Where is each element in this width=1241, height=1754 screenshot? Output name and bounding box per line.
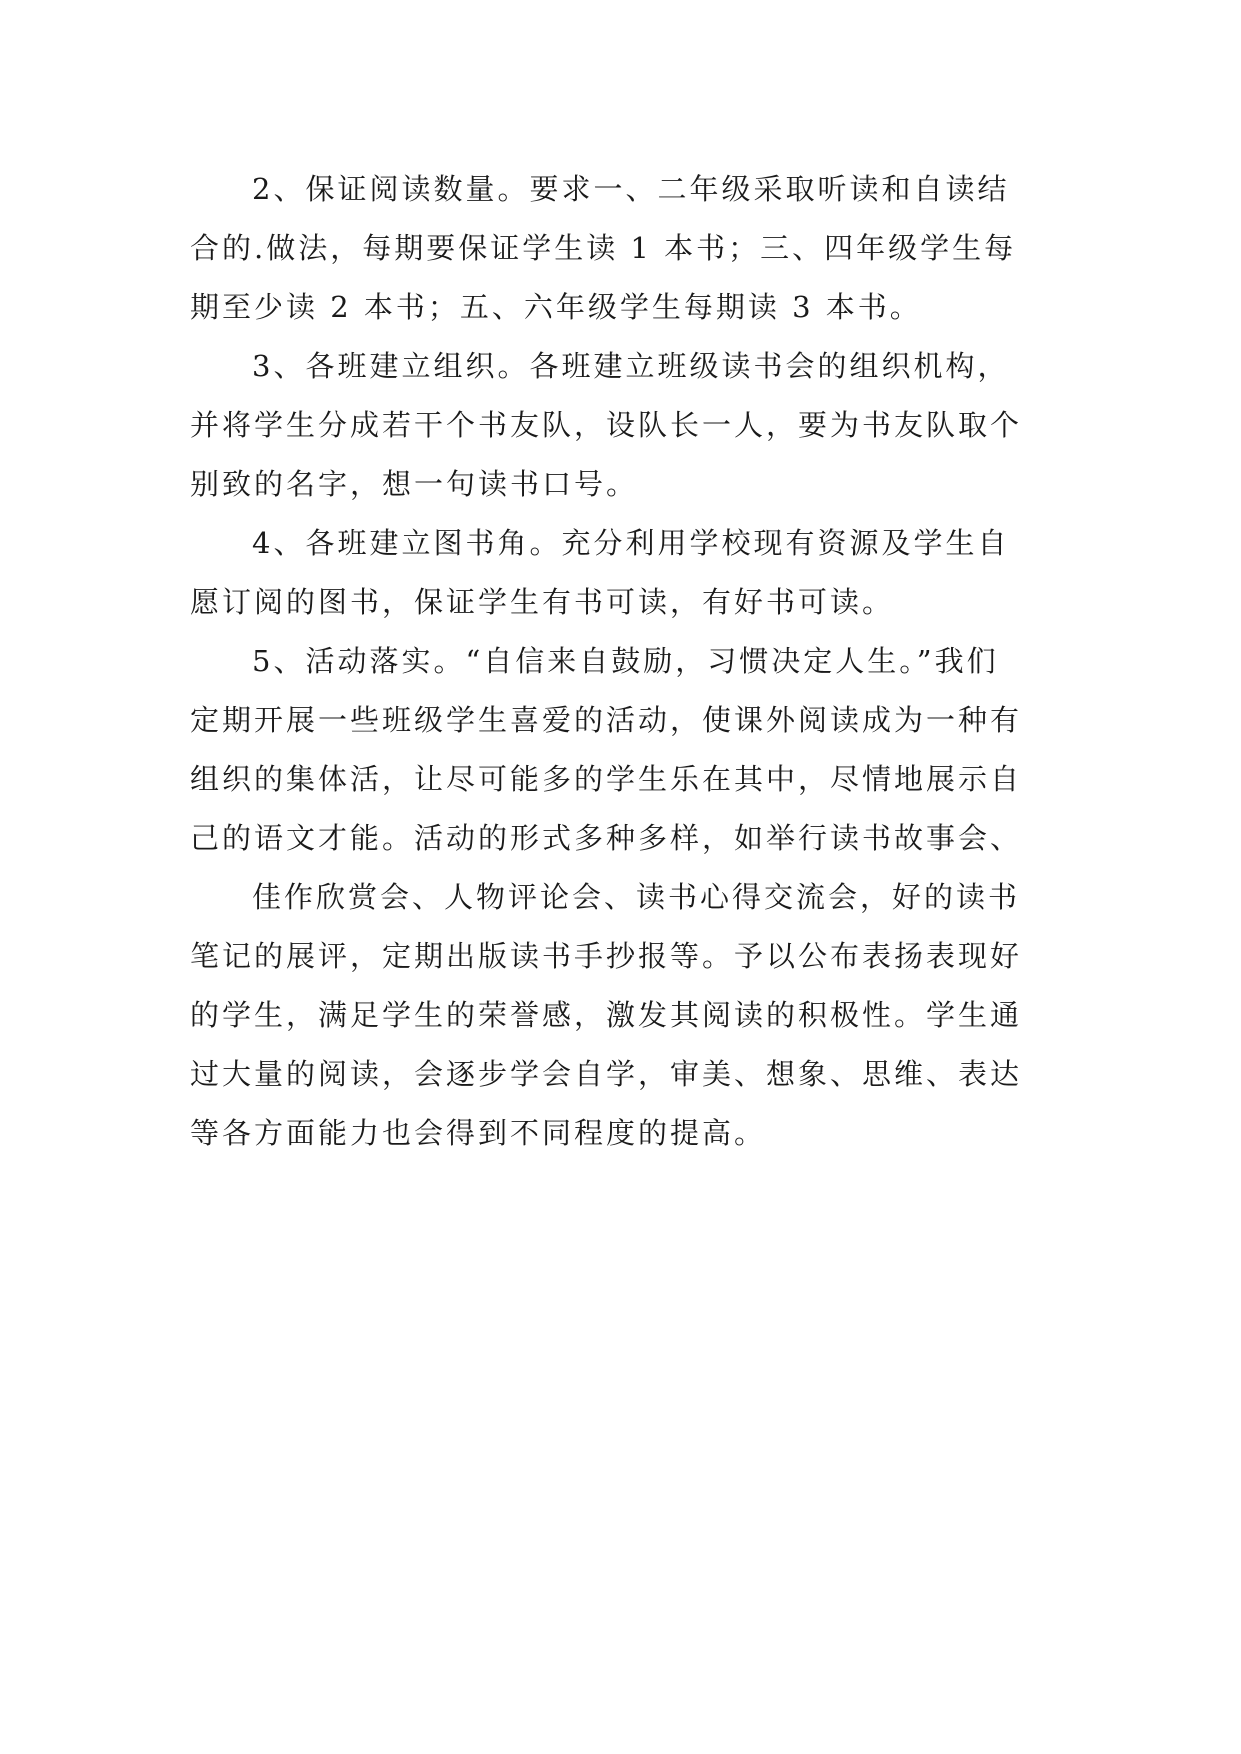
text-line: 笔记的展评，定期出版读书手抄报等。予以公布表扬表现好 — [190, 939, 1023, 973]
text-line: 3、各班建立组织。各班建立班级读书会的组织机构， — [252, 349, 1010, 383]
text-line: 过大量的阅读，会逐步学会自学，审美、想象、思维、表达 — [190, 1057, 1023, 1091]
paragraph-activities — [190, 632, 1070, 868]
text-line: 合的.做法，每期要保证学生读 1 本书；三、四年级学生每 — [190, 231, 1017, 265]
text-line: 期至少读 2 本书；五、六年级学生每期读 3 本书。 — [190, 290, 922, 324]
text-line: 愿订阅的图书，保证学生有书可读，有好书可读。 — [190, 585, 895, 619]
text-line: 定期开展一些班级学生喜爱的活动，使课外阅读成为一种有 — [190, 703, 1023, 737]
paragraph-activity-forms — [190, 868, 1070, 1163]
document-body — [190, 160, 1070, 1163]
text-line: 5、活动落实。“自信来自鼓励，习惯决定人生。”我们 — [252, 644, 999, 678]
text-line: 并将学生分成若干个书友队，设队长一人，要为书友队取个 — [190, 408, 1023, 442]
text-line: 佳作欣赏会、人物评论会、读书心得交流会，好的读书 — [252, 880, 1021, 914]
text-line: 别致的名字，想一句读书口号。 — [190, 467, 639, 501]
paragraph-book-corner — [190, 514, 1070, 632]
text-line: 的学生，满足学生的荣誉感，激发其阅读的积极性。学生通 — [190, 998, 1023, 1032]
paragraph-reading-quantity — [190, 160, 1070, 337]
text-line: 等各方面能力也会得到不同程度的提高。 — [190, 1116, 767, 1150]
text-line: 组织的集体活，让尽可能多的学生乐在其中，尽情地展示自 — [190, 762, 1023, 796]
text-line: 2、保证阅读数量。要求一、二年级采取听读和自读结 — [252, 172, 1010, 206]
text-line: 己的语文才能。活动的形式多种多样，如举行读书故事会、 — [190, 821, 1023, 855]
text-line: 4、各班建立图书角。充分利用学校现有资源及学生自 — [252, 526, 1010, 560]
paragraph-class-organization — [190, 337, 1070, 514]
